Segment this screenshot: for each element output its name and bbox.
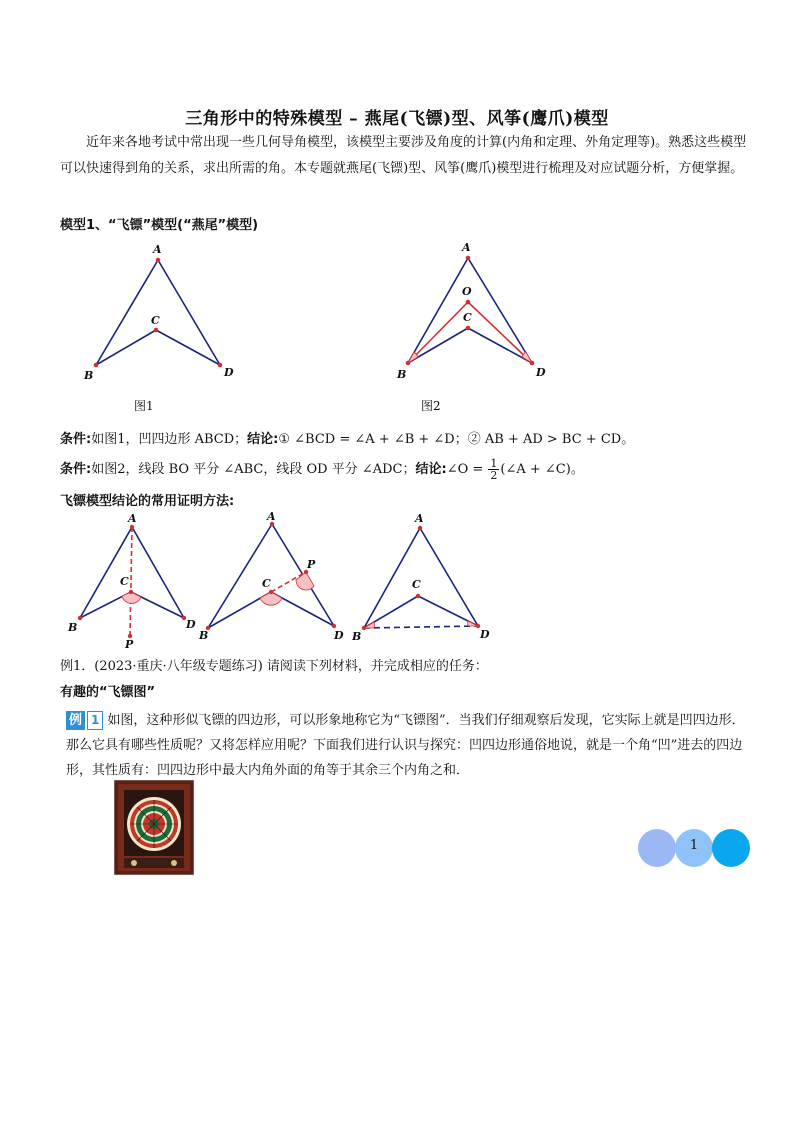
page-number: 1 (689, 838, 699, 853)
example-badge: 例 (66, 711, 85, 730)
cond2-text: 如图2，线段 BO 平分 ∠ABC，线段 OD 平分 ∠ADC； (91, 462, 416, 477)
proof3-label-b: B (352, 630, 362, 643)
example-block (66, 708, 756, 783)
concl2-pre: ∠O = (446, 462, 484, 477)
concl2-label: 结论: (415, 462, 447, 477)
intro-paragraph: 近年来各地考试中常出现一些几何导角模型，该模型主要涉及角度的计算(内角和定理、外角定理等)。熟悉这些模型可以快速得到角的关系，求出所需的角。本专题就燕尾(飞镖)型、风筝(鹰爪)模型进行梳理及对应试题分析，方便掌握。 (60, 135, 747, 176)
cond2-label: 条件: (60, 462, 92, 477)
model1-heading: 模型1、“飞镖”模型(“燕尾”模型) (60, 218, 259, 233)
proof1-label-b: B (68, 621, 78, 634)
proof1-label-p: P (125, 638, 134, 651)
example-line: 例1．(2023·重庆·八年级专题练习) 请阅读下列材料，并完成相应的任务： (60, 659, 488, 674)
frac-num: 1 (490, 457, 498, 470)
dartboard-photo (114, 780, 194, 875)
concl1-text: ① ∠BCD = ∠A + ∠B + ∠D；② AB + AD > BC + CD。 (278, 432, 635, 447)
proof3-label-c: C (412, 578, 421, 591)
page-title: 三角形中的特殊模型 – 燕尾(飞镖)型、风筝(鹰爪)模型 (185, 109, 609, 129)
proof-figure-3 (352, 510, 502, 644)
fig2-label-a: A (462, 241, 471, 254)
proof2-label-d: D (334, 629, 344, 642)
fig2-label-b: B (397, 368, 407, 381)
fig1-label-a: A (153, 243, 162, 256)
proof2-label-p: P (307, 558, 316, 571)
fig1-label-d: D (224, 366, 234, 379)
figure-2 (392, 238, 562, 386)
concl1-label: 结论: (247, 432, 279, 447)
condition-2 (60, 458, 584, 481)
fig2-label-o: O (462, 285, 472, 298)
condition-1 (60, 428, 634, 447)
cond1-text: 如图1，凹四边形 ABCD； (91, 432, 248, 447)
proof1-label-d: D (186, 618, 196, 631)
proof2-label-a: A (267, 510, 276, 523)
proof3-label-d: D (480, 628, 490, 641)
fig1-label-b: B (84, 369, 94, 382)
example-number: 1 (87, 711, 103, 730)
proof2-label-c: C (262, 577, 271, 590)
proof-figure-1 (64, 512, 204, 652)
cond1-label: 条件: (60, 432, 92, 447)
example-text: 如图，这种形似飞镖的四边形，可以形象地称它为“飞镖图”．当我们仔细观察后发现，它实际上就是凹四边形．那么它具有哪些性质呢？又将怎样应用呢？下面我们进行认识与探究：凹四边形通俗地说，就是一个角“凹”进去的四边形，其性质有：凹四边形中最大内角外面的角等于其余三个内角之和． (66, 713, 745, 778)
fig2-label-d: D (536, 366, 546, 379)
proof-figure-2 (196, 508, 356, 646)
concl2-post: (∠A + ∠C)。 (500, 462, 584, 477)
proof-heading: 飞镖模型结论的常用证明方法: (60, 494, 235, 509)
proof1-label-a: A (128, 512, 137, 525)
figure-1 (78, 240, 248, 385)
fig1-caption: 图1 (134, 399, 154, 413)
proof3-label-a: A (415, 512, 424, 525)
proof1-label-c: C (120, 575, 129, 588)
fraction-half (488, 458, 499, 481)
frac-den: 2 (490, 469, 498, 482)
proof2-label-b: B (199, 629, 209, 642)
fig2-caption: 图2 (421, 399, 441, 413)
fig1-label-c: C (151, 314, 160, 327)
fun-heading: 有趣的“飞镖图” (60, 685, 156, 700)
fig2-label-c: C (463, 311, 472, 324)
